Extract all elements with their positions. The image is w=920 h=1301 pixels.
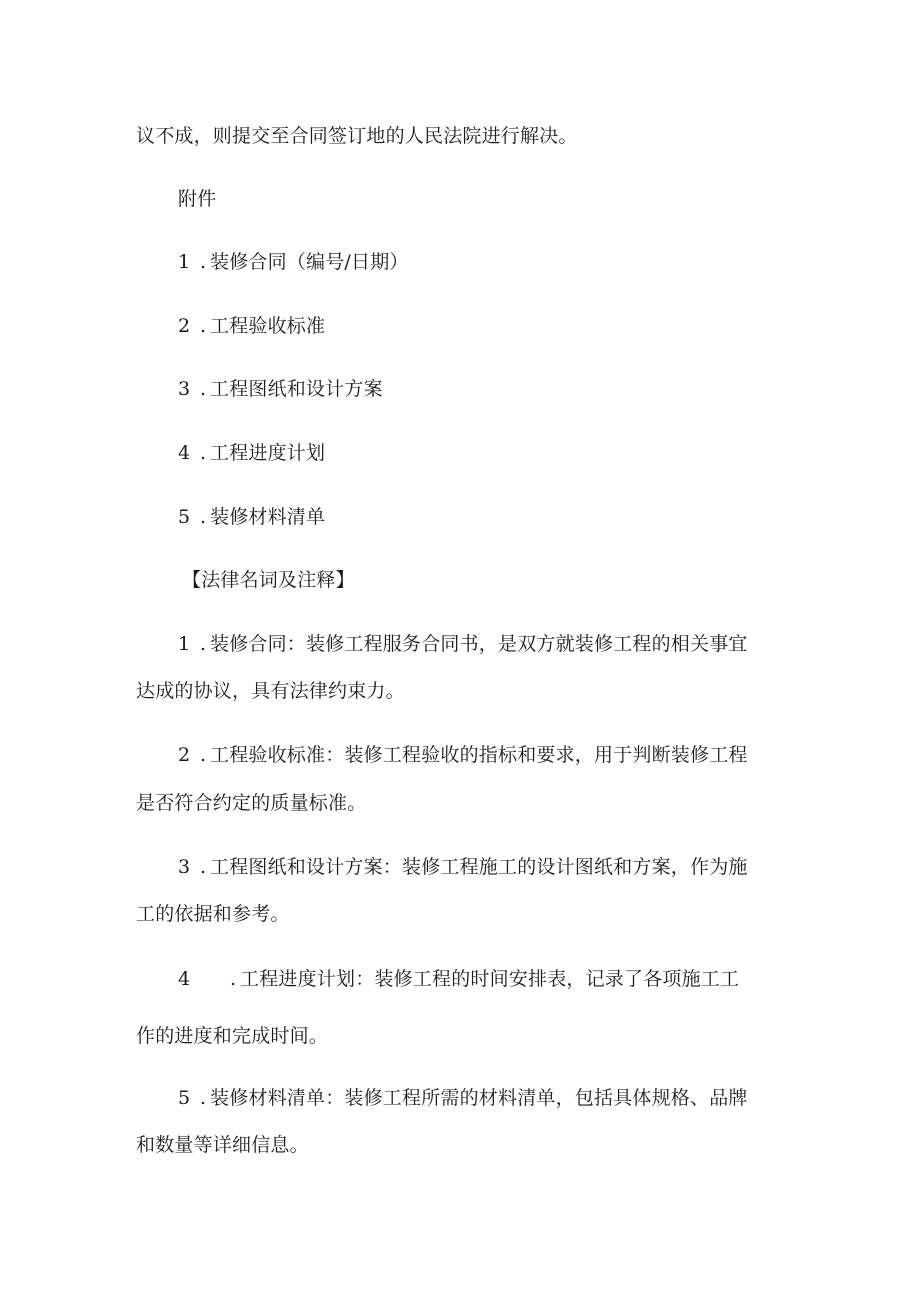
attachment-number: 4: [178, 442, 191, 464]
glossary-dot: .: [200, 1087, 207, 1109]
glossary-heading: 【法律名词及注释】: [182, 569, 355, 591]
glossary-dot: .: [200, 744, 207, 766]
glossary-text: 工程验收标准：装修工程验收的指标和要求，用于判断装修工程: [210, 744, 748, 766]
attachment-text: 工程验收标准: [210, 315, 326, 337]
attachment-number: 3: [178, 378, 191, 400]
attachment-item: [178, 505, 325, 529]
glossary-item-line1: [178, 967, 739, 991]
attachment-dot: .: [200, 442, 207, 464]
attachment-number: 5: [178, 506, 191, 528]
glossary-dot: .: [230, 968, 237, 990]
glossary-number: 5: [178, 1087, 191, 1109]
attachment-dot: .: [200, 506, 207, 528]
glossary-number: 4: [178, 968, 191, 990]
attachment-item: [178, 377, 383, 401]
attachment-dot: .: [200, 378, 207, 400]
attachment-text: 装修合同（编号/日期）: [210, 251, 409, 273]
glossary-number: 2: [178, 744, 191, 766]
attachment-text: 工程进度计划: [210, 442, 326, 464]
attachment-item: [178, 250, 409, 274]
glossary-number: 3: [178, 856, 191, 878]
glossary-text: 装修材料清单：装修工程所需的材料清单，包括具体规格、品牌: [210, 1087, 748, 1109]
glossary-item-line2: 达成的协议，具有法律约束力。: [136, 680, 405, 702]
glossary-item-line1: [178, 1086, 748, 1110]
glossary-dot: .: [200, 633, 207, 655]
attachments-heading: 附件: [178, 188, 217, 210]
glossary-item-line1: [178, 855, 748, 879]
attachment-text: 工程图纸和设计方案: [210, 378, 383, 400]
glossary-item-line2: 和数量等详细信息。: [136, 1134, 309, 1156]
attachment-dot: .: [200, 251, 207, 273]
glossary-item-line2: 是否符合约定的质量标准。: [136, 792, 367, 814]
attachment-item: [178, 441, 325, 465]
attachment-item: [178, 314, 325, 338]
glossary-item-line2: 工的依据和参考。: [136, 903, 290, 925]
attachment-dot: .: [200, 315, 207, 337]
attachment-text: 装修材料清单: [210, 506, 326, 528]
glossary-item-line1: [178, 743, 748, 767]
opening-line: 议不成，则提交至合同签订地的人民法院进行解决。: [136, 125, 578, 147]
glossary-item-line1: [178, 632, 748, 656]
glossary-number: 1: [178, 633, 191, 655]
glossary-text: 装修合同：装修工程服务合同书，是双方就装修工程的相关事宜: [210, 633, 748, 655]
attachment-number: 1: [178, 251, 191, 273]
glossary-text: 工程图纸和设计方案：装修工程施工的设计图纸和方案，作为施: [210, 856, 748, 878]
glossary-item-line2: 作的进度和完成时间。: [136, 1025, 329, 1047]
glossary-text: 工程进度计划：装修工程的时间安排表，记录了各项施工工: [240, 968, 740, 990]
attachment-number: 2: [178, 315, 191, 337]
glossary-dot: .: [200, 856, 207, 878]
